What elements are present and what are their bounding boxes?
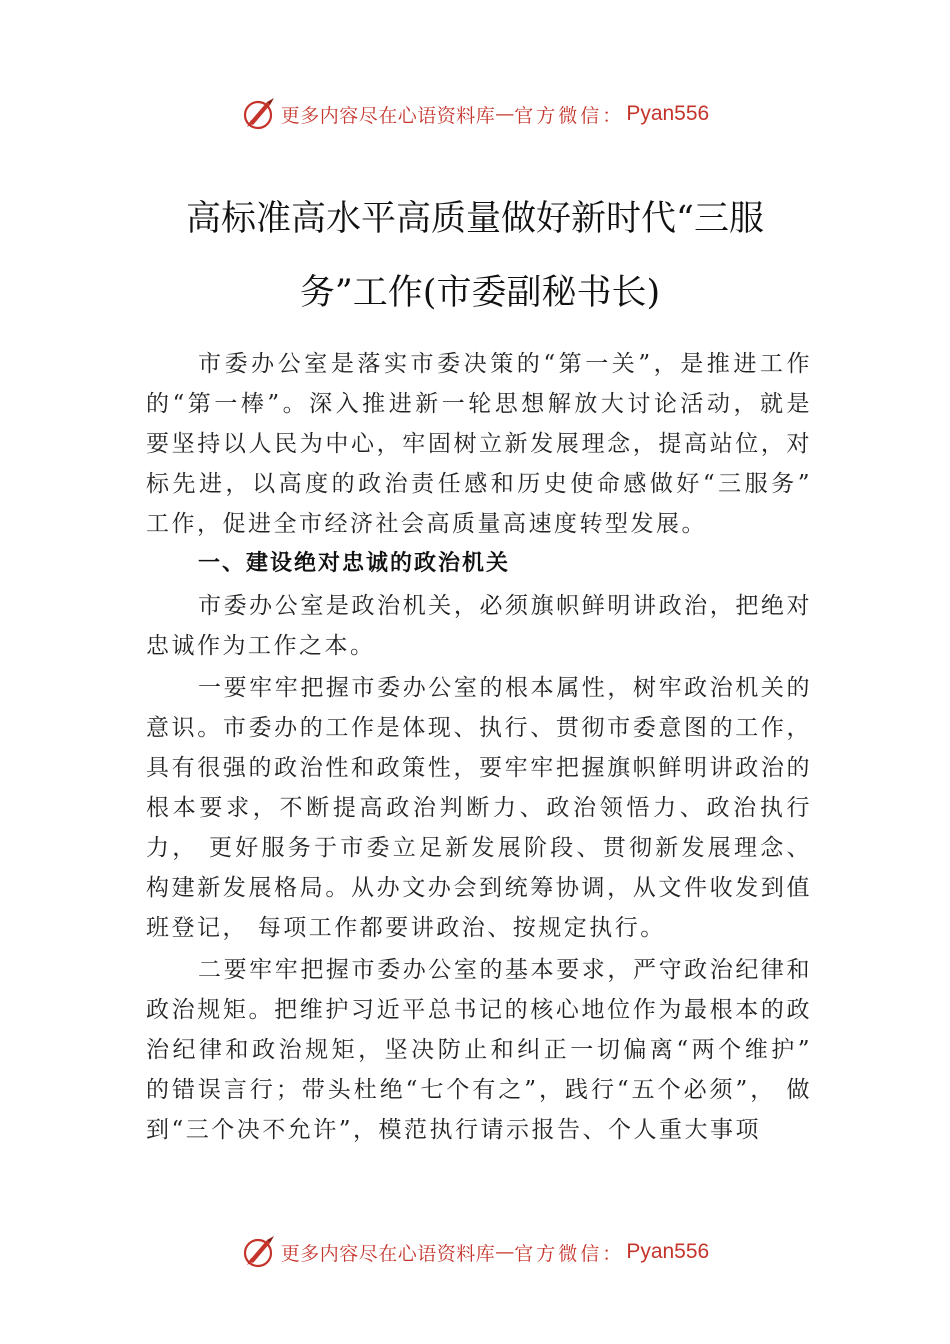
paragraph-2: 一要牢牢把握市委办公室的根本属性，树牢政治机关的意识。市委办的工作是体现、执行、贯彻市委意图的工作， 具有很强的政治性和政策性，要牢牢把握旗帜鲜明讲政治的根本要求，不断提高政治判断力、政治领悟力、政治执行力， 更好服务于市委立足新发展阶段、贯彻新发展理念、构建新发展格局。从办文办会到统筹协调，从文件收发到值班登记， 每项工作都要讲政治、按规定执行。 bbox=[146, 675, 812, 941]
paragraph-intro: 市委办公室是落实市委决策的“第一关”，是推进工作的“第一棒”。深入推进新一轮思想解放大讨论活动，就是要坚持以人民为中心，牢固树立新发展理念，提高站位，对标先进，以高度的政治责任感和历史使命感做好“三服务” 工作，促进全市经济社会高质量高速度转型发展。 bbox=[146, 351, 812, 537]
document-title bbox=[0, 182, 950, 330]
section-heading-1: 一、建设绝对忠诚的政治机关 bbox=[198, 551, 511, 576]
title-line-1: 高标准高水平高质量做好新时代“三服 bbox=[186, 199, 764, 239]
quill-pen-logo-icon bbox=[241, 96, 277, 132]
banner-wechat-id: Pyan556 bbox=[626, 102, 710, 125]
header-watermark-banner bbox=[0, 94, 950, 134]
banner-text: 更多内容尽在心语资料库 bbox=[280, 1242, 496, 1265]
paragraph-3: 二要牢牢把握市委办公室的基本要求，严守政治纪律和政治规矩。把维护习近平总书记的核心地位作为最根本的政治纪律和政治规矩，坚决防止和纠正一切偏离“两个维护” 的错误言行；带头杜绝“七个有之”，践行“五个必须”， 做到“三个决不允许”，模范执行请示报告、个人重大事项 bbox=[146, 957, 812, 1143]
banner-wechat-label: 官方微信： bbox=[514, 1242, 625, 1265]
footer-watermark-banner bbox=[0, 1232, 950, 1272]
banner-text: 更多内容尽在心语资料库 bbox=[280, 104, 496, 127]
banner-dash: — bbox=[495, 103, 515, 125]
paragraph-1: 市委办公室是政治机关，必须旗帜鲜明讲政治，把绝对忠诚作为工作之本。 bbox=[146, 593, 812, 659]
banner-dash: — bbox=[495, 1241, 515, 1263]
banner-wechat-id: Pyan556 bbox=[626, 1240, 710, 1263]
document-body bbox=[146, 344, 812, 1150]
banner-wechat-label: 官方微信： bbox=[514, 104, 625, 127]
title-line-2: 务”工作(市委副秘书长) bbox=[299, 273, 661, 313]
quill-pen-logo-icon bbox=[241, 1234, 277, 1270]
